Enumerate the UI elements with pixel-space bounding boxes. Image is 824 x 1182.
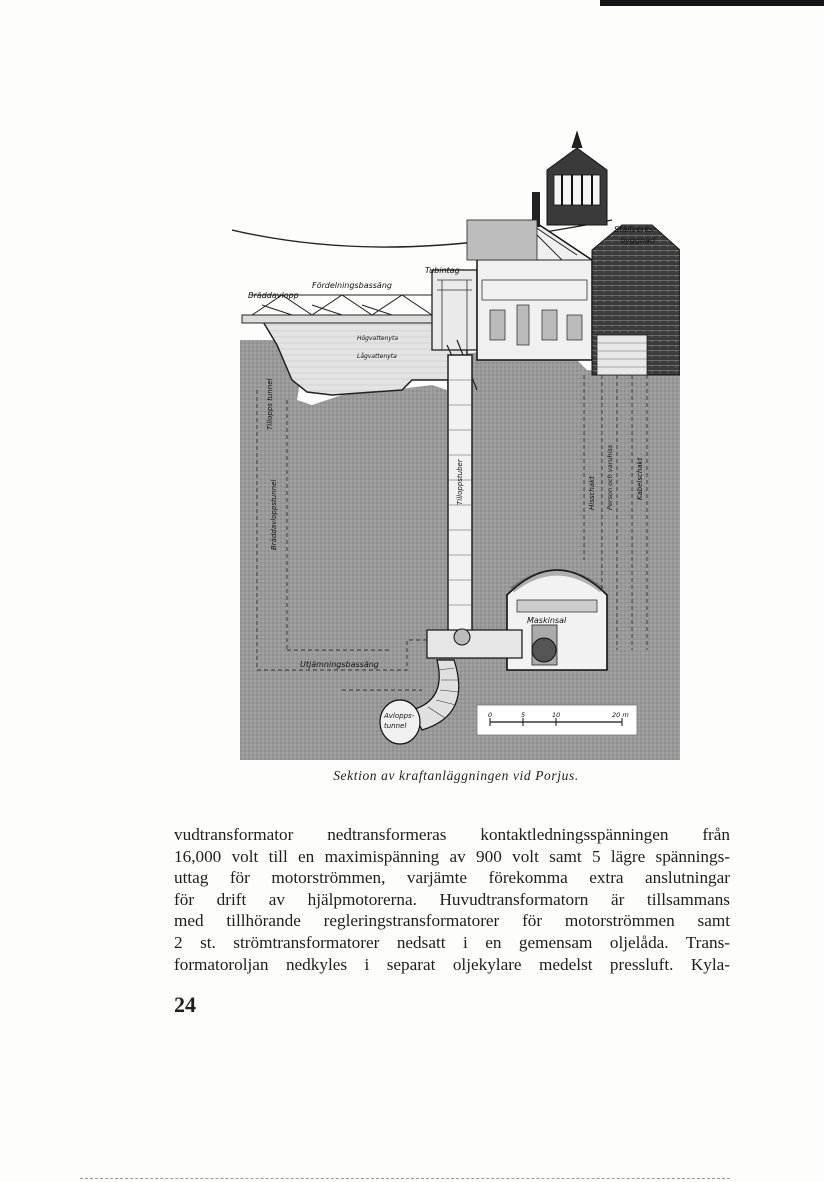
scale-tick-0: 0: [488, 711, 493, 719]
label-lagvatten: Lågvattenyta: [357, 353, 397, 360]
label-braddavloppstunnel: Bräddavloppstunnel: [270, 479, 278, 550]
figure-caption: Sektion av kraftanläggningen vid Porjus.: [333, 768, 579, 783]
scale-tick-5: 5: [521, 711, 526, 719]
section-drawing: [232, 130, 680, 760]
top-border-rule: [600, 0, 824, 6]
body-line: formatoroljan nedkyles i separat oljekylare medelst pressluft. Kyla-: [174, 954, 730, 974]
scale-tick-20: 20 m: [612, 711, 629, 719]
label-braddavlopp: Bräddavlopp: [248, 291, 299, 300]
label-utjamning: Utjämningsbassäng: [300, 660, 379, 669]
body-line: för drift av hjälpmotorerna. Huvudtransformatorn är tillsammans: [174, 889, 730, 909]
bottom-rule: [80, 1178, 730, 1180]
body-line: med tillhörande regleringstransformatorer för motorströmmen samt: [174, 911, 730, 931]
page-number: 24: [174, 992, 196, 1017]
label-hisschakt: Hisschakt: [588, 476, 596, 510]
body-line: 16,000 volt till en maximispänning av 900 volt samt 5 lägre spännings-: [174, 846, 730, 866]
label-avlopps: Avlopps-: [384, 712, 415, 720]
body-line: vudtransformator nedtransformeras kontaktledningsspänningen från: [174, 825, 730, 844]
label-fordelning: Fördelningsbassäng: [312, 281, 392, 290]
scale-tick-10: 10: [552, 711, 561, 719]
label-hogvatten: Högvattenyta: [357, 335, 398, 342]
label-person-varuhiss: Person och varuhiss: [606, 444, 614, 510]
body-paragraph: [174, 824, 730, 975]
label-maskinsal: Maskinsal: [527, 616, 567, 625]
label-stallverk-2: byggnad: [620, 236, 656, 245]
label-stallverk: Ställverks-: [614, 225, 657, 234]
label-kabelschakt: Kabelschakt: [636, 457, 644, 500]
body-line: uttag för motorströmmen, varjämte förekomma extra anslutningar: [174, 868, 730, 888]
turbine-intake: [432, 270, 477, 350]
scale-box: [477, 705, 637, 735]
label-tillopps-tunnel: Tillopps tunnel: [266, 378, 274, 430]
body-line: 2 st. strömtransformatorer nedsatt i en gemensam oljelåda. Trans-: [174, 932, 730, 952]
label-tubintag: Tubintag: [425, 266, 460, 275]
label-tunnel: tunnel: [384, 722, 407, 730]
label-tilloppstuber: Tilloppstuber: [456, 459, 464, 505]
